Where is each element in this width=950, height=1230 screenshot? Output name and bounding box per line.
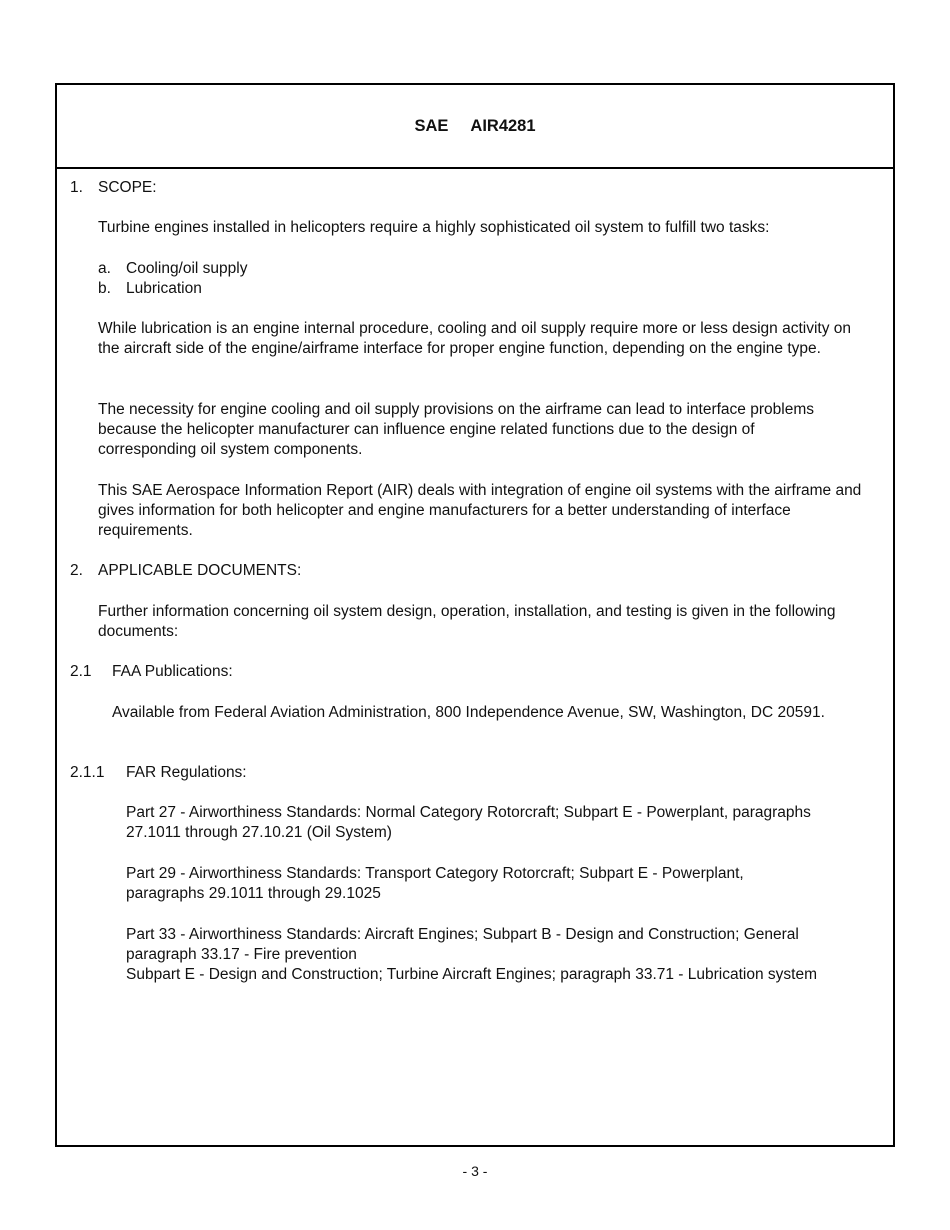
section-1-heading: 1. SCOPE: (70, 179, 157, 196)
far-part-29: Part 29 - Airworthiness Standards: Transport Category Rotorcraft; Subpart E - Powerplant, paragraphs 29.1011 through 29.1025 (126, 865, 744, 902)
far-part-33: Part 33 - Airworthiness Standards: Aircraft Engines; Subpart B - Design and Construction; General paragraph 33.17 - Fire prevention (126, 926, 799, 963)
section-1-paragraph-3: The necessity for engine cooling and oil supply provisions on the airframe can lead to interface problems because the helicopter manufacturer can influence engine related functions due to the design of corresponding oil system components. (98, 401, 814, 458)
page-number: - 3 - (462, 1163, 488, 1179)
org-label: SAE (414, 116, 449, 135)
section-2-1-paragraph-1: Available from Federal Aviation Administration, 800 Independence Avenue, SW, Washington, DC 20591. (112, 704, 825, 721)
section-1-paragraph-2: While lubrication is an engine internal procedure, cooling and oil supply require more or less design activity on the aircraft side of the engine/airframe interface for proper engine function, depending on the engine type. (98, 320, 852, 357)
section-2-heading: 2. APPLICABLE DOCUMENTS: (70, 562, 302, 579)
section-2-1-1-heading: 2.1.1 FAR Regulations: (70, 764, 247, 781)
section-1-paragraph-1: Turbine engines installed in helicopters require a highly sophisticated oil system to fulfill two tasks: (98, 219, 770, 236)
list-item: a. Cooling/oil supply (98, 260, 248, 277)
far-part-33-subpart-e: Subpart E - Design and Construction; Turbine Aircraft Engines; paragraph 33.71 - Lubrication system (126, 966, 817, 983)
section-1-paragraph-4: This SAE Aerospace Information Report (AIR) deals with integration of engine oil systems with the airframe and gives information for both helicopter and engine manufacturers for a better understanding of interface requirements. (98, 482, 862, 539)
list-item: b. Lubrication (98, 280, 202, 297)
document-header (57, 85, 893, 169)
document-id: AIR4281 (470, 116, 536, 135)
section-2-1-heading: 2.1 FAA Publications: (70, 663, 233, 680)
section-2-paragraph-1: Further information concerning oil system design, operation, installation, and testing is given in the following documents: (98, 603, 836, 640)
far-part-27: Part 27 - Airworthiness Standards: Normal Category Rotorcraft; Subpart E - Powerplant, paragraphs 27.1011 through 27.10.21 (Oil System) (126, 804, 811, 841)
